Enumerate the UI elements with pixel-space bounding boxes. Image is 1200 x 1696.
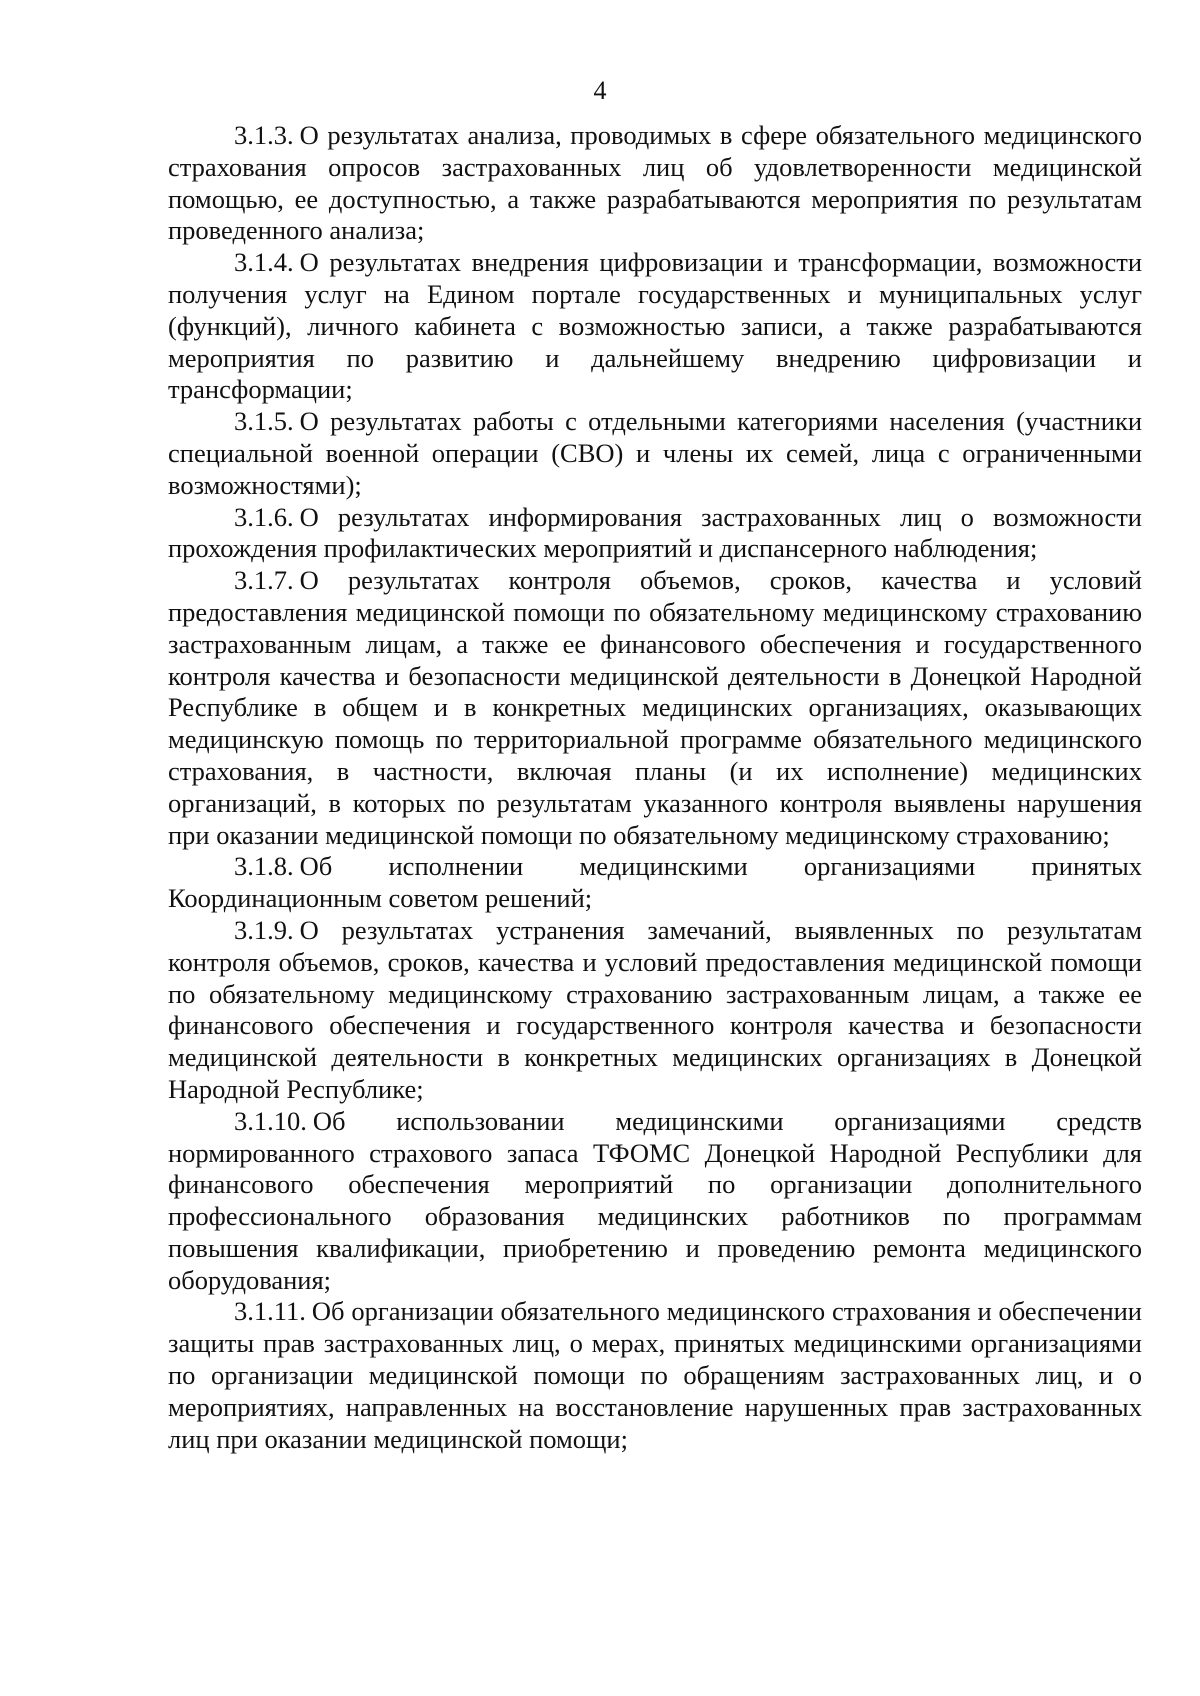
clause-3-1-10 bbox=[168, 1106, 1142, 1297]
clause-number: 3.1.10. bbox=[234, 1105, 307, 1136]
clause-number: 3.1.7. bbox=[234, 565, 294, 596]
clause-number: 3.1.3. bbox=[234, 120, 294, 150]
clause-text: О результатах внедрения цифровизации и трансформации, возможности получения услуг на Едином портале государственных и муниципальных услуг (функций), личного кабинета с возможностью записи, а также разрабатываются мероприятия по развитию и дальнейшему внедрению цифровизации и трансформации; bbox=[168, 247, 1142, 405]
clause-text: О результатах информирования застрахованных лиц о возможности прохождения профилактических мероприятий и диспансерного наблюдения; bbox=[168, 501, 1142, 564]
clause-3-1-9 bbox=[168, 915, 1142, 1106]
clause-3-1-11 bbox=[168, 1296, 1142, 1455]
clause-text: О результатах работы с отдельными категориями населения (участники специальной военной операции (СВО) и члены их семей, лица с ограниченными возможностями); bbox=[168, 406, 1142, 500]
clause-number: 3.1.5. bbox=[234, 406, 294, 437]
clause-text: О результатах устранения замечаний, выявленных по результатам контроля объемов, сроков, качества и условий предоставления медицинской помощи по обязательному медицинскому страхованию застрахованным лицам, а также ее финансового обеспечения и государственного контроля качества и безопасности медицинской деятельности в конкретных медицинских организациях в Донецкой Народной Республике; bbox=[168, 914, 1142, 1104]
clause-text: Об использовании медицинскими организациями средств нормированного страхового запаса ТФОМС Донецкой Народной Республики для финансового обеспечения мероприятий по организации дополнительного профессионального образования медицинских работников по программам повышения квалификации, приобретению и проведению ремонта медицинского оборудования; bbox=[168, 1105, 1142, 1295]
clause-3-1-8 bbox=[168, 851, 1142, 915]
clause-3-1-3 bbox=[168, 120, 1142, 247]
clause-3-1-4 bbox=[168, 247, 1142, 406]
clause-number: 3.1.11. bbox=[234, 1296, 306, 1327]
clause-text: О результатах контроля объемов, сроков, качества и условий предоставления медицинской помощи по обязательному медицинскому страхованию застрахованным лицам, а также ее финансового обеспечения и государственного контроля качества и безопасности медицинской деятельности в Донецкой Народной Республике в общем и в конкретных медицинских организациях, оказывающих медицинскую помощь по территориальной программе обязательного медицинского страхования, в частности, включая планы (и их исполнение) медицинских организаций, в которых по результатам указанного контроля выявлены нарушения при оказании медицинской помощи по обязательному медицинскому страхованию; bbox=[168, 565, 1142, 850]
clause-number: 3.1.4. bbox=[234, 247, 294, 278]
clause-number: 3.1.8. bbox=[234, 851, 294, 882]
clause-text: О результатах анализа, проводимых в сфере обязательного медицинского страхования опросов застрахованных лиц об удовлетворенности медицинской помощью, ее доступностью, а также разрабатываются мероприятия по результатам проведенного анализа; bbox=[168, 120, 1142, 246]
clause-number: 3.1.6. bbox=[234, 501, 294, 532]
clause-text: Об исполнении медицинскими организациями принятых Координационным советом решений; bbox=[168, 851, 1142, 914]
clause-text: Об организации обязательного медицинского страхования и обеспечении защиты прав застрахованных лиц, о мерах, принятых медицинскими организациями по организации медицинской помощи по обращениям застрахованных лиц, и о мероприятиях, направленных на восстановление нарушенных прав застрахованных лиц при оказании медицинской помощи; bbox=[168, 1296, 1142, 1454]
page-number: 4 bbox=[593, 76, 607, 105]
clause-3-1-5 bbox=[168, 406, 1142, 501]
clause-number: 3.1.9. bbox=[234, 914, 294, 945]
clause-3-1-6 bbox=[168, 502, 1142, 566]
document-body bbox=[168, 120, 1142, 1455]
clause-3-1-7 bbox=[168, 565, 1142, 851]
